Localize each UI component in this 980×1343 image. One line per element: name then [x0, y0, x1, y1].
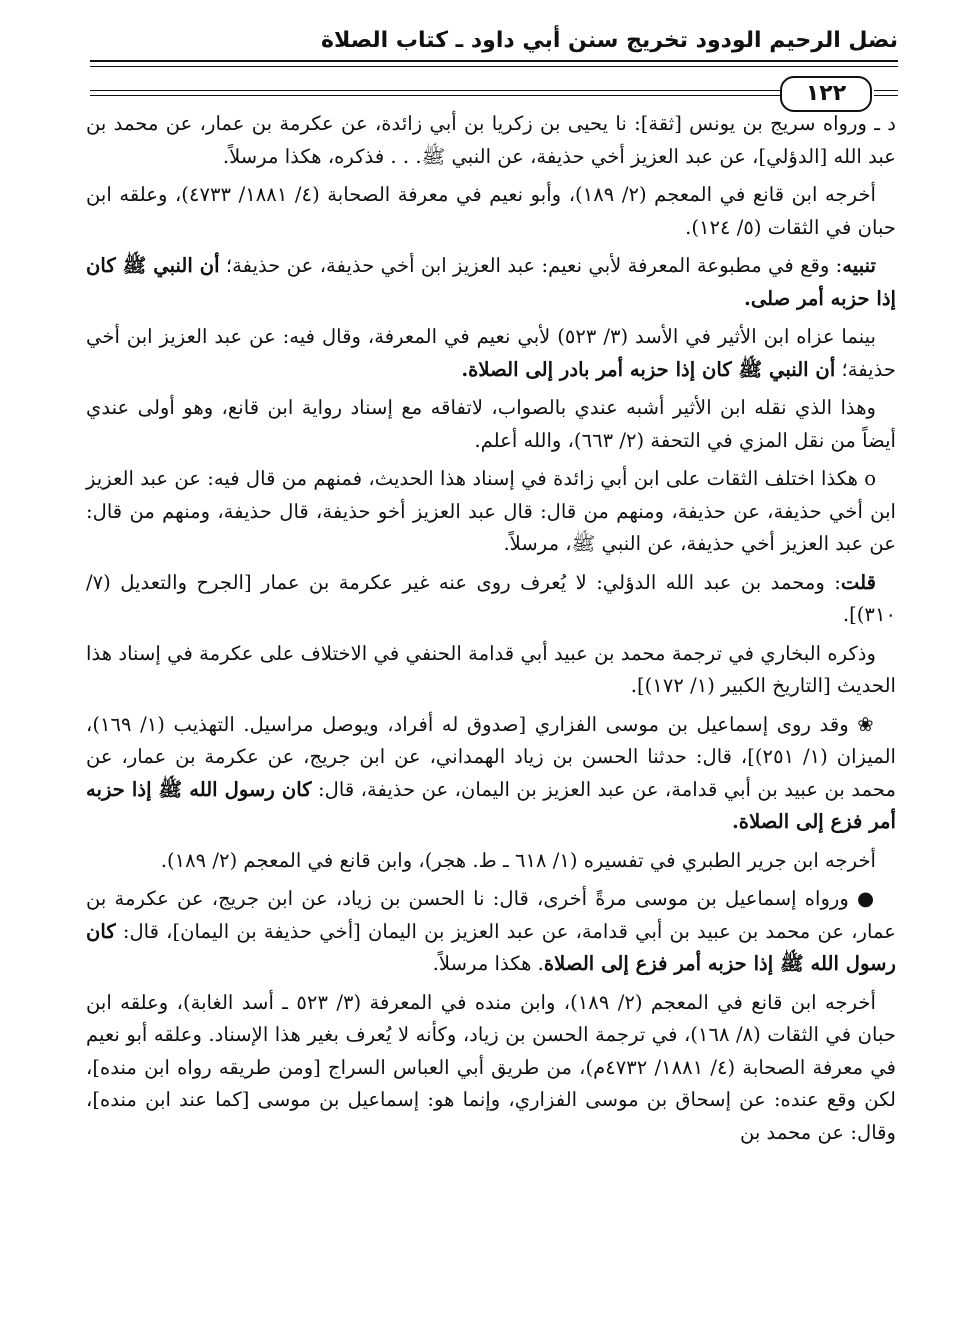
body-text: o هكذا اختلف الثقات على ابن أبي زائدة في إسناد هذا الحديث، فمنهم من قال فيه: عن عبد العزيز ابن أخي حذيفة، عن حذيفة، ومنهم من قال: قال عبد العزيز أخو حذيفة، قال حذيفة، ومنهم من قال: عن عبد العزيز أخي حذيفة، عن النبي ﷺ، مرسلاً. — [86, 467, 896, 555]
paragraph-p12 — [86, 987, 896, 1150]
header-rule — [90, 60, 898, 62]
body-text: ● ورواه إسماعيل بن موسى مرةً أخرى، قال: نا الحسن بن زياد، عن ابن جريج، عن عكرمة بن عمار، عن محمد بن عبيد بن أبي قدامة، عن عبد العزيز بن اليمان [أخي حذيفة بن اليمان]، قال: — [86, 887, 896, 943]
paragraph-p6 — [86, 463, 896, 561]
paragraph-p3 — [86, 250, 896, 315]
page-number-ornament — [90, 76, 898, 112]
bold-text: قلت — [840, 570, 876, 594]
bold-text: أن النبي ﷺ كان إذا حزبه أمر بادر إلى الصلاة. — [461, 357, 836, 381]
paragraph-p4 — [86, 321, 896, 386]
paragraph-p8 — [86, 638, 896, 703]
running-title: نضل الرحيم الودود تخريج سنن أبي داود ـ كتاب الصلاة — [321, 28, 898, 53]
body-text: أخرجه ابن قانع في المعجم (٢/ ١٨٩)، وأبو نعيم في معرفة الصحابة (٤/ ١٨٨١/ ٤٧٣٣)، وعلقه ابن حبان في الثقات (٥/ ١٢٤). — [86, 183, 896, 239]
paragraph-p7 — [86, 567, 896, 632]
page-body — [86, 108, 896, 1155]
paragraph-p10 — [86, 845, 896, 878]
paragraph-p11 — [86, 883, 896, 981]
bold-text: كان رسول الله ﷺ إذا حزبه أمر فزع إلى الصلاة. — [86, 777, 896, 833]
ornament-line — [874, 90, 898, 91]
body-text: د ـ ورواه سريج بن يونس [ثقة]: نا يحيى بن زكريا بن أبي زائدة، عن عكرمة بن عمار، عن محمد بن عبد الله [الدؤلي]، عن عبد العزيز أخي حذيفة، عن النبي ﷺ. . . فذكره، هكذا مرسلاً. — [86, 112, 896, 168]
ornament-line — [90, 95, 780, 96]
body-text: وهذا الذي نقله ابن الأثير أشبه عندي بالصواب، لاتفاقه مع إسناد رواية ابن قانع، وهو أولى عندي أيضاً من نقل المزي في التحفة (٢/ ٦٦٣)، والله أعلم. — [86, 396, 896, 452]
bold-text: أن النبي ﷺ كان إذا حزبه أمر صلى. — [86, 254, 896, 310]
bold-text: كان رسول الله ﷺ إذا حزبه أمر فزع إلى الصلاة — [86, 919, 896, 975]
body-text: بينما عزاه ابن الأثير في الأسد (٣/ ٥٢٣) لأبي نعيم في المعرفة، وقال فيه: عن عبد العزيز ابن أخي حذيفة؛ — [86, 325, 896, 381]
paragraph-p1 — [86, 108, 896, 173]
paragraph-p5 — [86, 392, 896, 457]
body-text: . هكذا مرسلاً. — [432, 952, 544, 975]
paragraph-p9 — [86, 709, 896, 839]
ornament-line — [874, 95, 898, 96]
body-text: أخرجه ابن قانع في المعجم (٢/ ١٨٩)، وابن منده في المعرفة (٣/ ٥٢٣ ـ أسد الغابة)، وعلقه ابن حبان في الثقات (٨/ ١٦٨)، في ترجمة الحسن بن زياد، وكأنه لا يُعرف بغير هذا الإسناد. وعلقه أبو نعيم في معرفة الصحابة (٤/ ١٨٨١/ ٤٧٣٢م)، من طريق أبي العباس السراج [ومن طريقه رواه ابن منده]، لكن وقع عنده: عن إسحاق بن موسى الفزاري، وإنما هو: إسماعيل بن موسى [كما عند ابن منده]، وقال: عن محمد بن — [86, 990, 896, 1144]
bold-text: تنبيه — [842, 254, 876, 277]
page-number: ١٢٢ — [780, 76, 872, 112]
body-text: : وقع في مطبوعة المعرفة لأبي نعيم: عبد العزيز ابن أخي حذيفة، عن حذيفة؛ — [219, 254, 843, 277]
body-text: وذكره البخاري في ترجمة محمد بن عبيد أبي قدامة الحنفي في الاختلاف على عكرمة في إسناد هذا الحديث [التاريخ الكبير (١/ ١٧٢)]. — [86, 641, 896, 697]
paragraph-p2 — [86, 179, 896, 244]
ornament-line — [90, 90, 780, 91]
body-text: ❀ وقد روى إسماعيل بن موسى الفزاري [صدوق له أفراد، ويوصل مراسيل. التهذيب (١/ ١٦٩)، الميزان (١/ ٢٥١)]، قال: حدثنا الحسن بن زياد الهمداني، عن ابن جريج، عن عكرمة بن عمار، عن محمد بن عبيد بن أبي قدامة، عن عبد العزيز بن اليمان، عن حذيفة، قال: — [86, 712, 896, 801]
header-rule-thin — [90, 66, 898, 67]
running-header — [90, 20, 898, 106]
body-text: : ومحمد بن عبد الله الدؤلي: لا يُعرف روى عنه غير عكرمة بن عمار [الجرح والتعديل (٧/ ٣١٠)]. — [86, 570, 896, 626]
body-text: أخرجه ابن جرير الطبري في تفسيره (١/ ٦١٨ ـ ط. هجر)، وابن قانع في المعجم (٢/ ١٨٩). — [160, 848, 876, 872]
